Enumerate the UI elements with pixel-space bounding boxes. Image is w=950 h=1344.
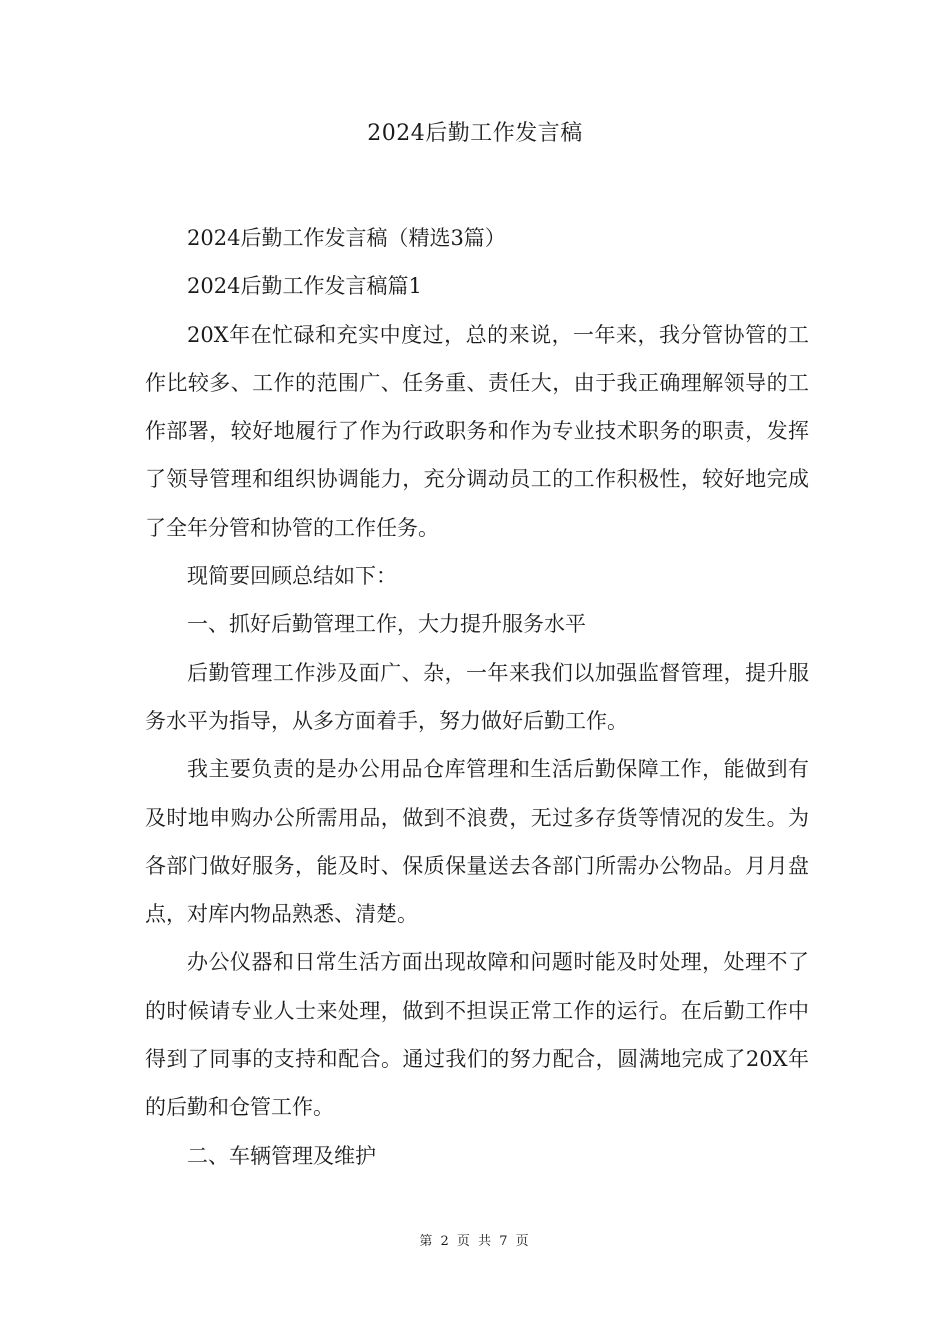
paragraph-section-heading: 2024后勤工作发言稿篇1 [187,274,422,299]
paragraph-subtitle: 2024后勤工作发言稿（精选3篇） [187,226,506,250]
paragraph-heading: 二、车辆管理及维护 [187,1143,376,1168]
page-footer: 第 2 页 共 7 页 [419,1234,531,1249]
paragraph: 现简要回顾总结如下： [187,564,397,589]
paragraph: 后勤管理工作涉及面广、杂，一年来我们以加强监督管理，提升服务水平为指导，从多方面着手，努力做好后勤工作。 [145,660,809,733]
document-title: 2024后勤工作发言稿 [367,121,583,146]
paragraph-heading: 一、抓好后勤管理工作，大力提升服务水平 [187,612,586,637]
paragraph: 我主要负责的是办公用品仓库管理和生活后勤保障工作，能做到有及时地申购办公所需用品，做到不浪费，无过多存货等情况的发生。为各部门做好服务，能及时、保质保量送去各部门所需办公物品。月月盘点，对库内物品熟悉、清楚。 [145,757,809,927]
paragraph: 20X年在忙碌和充实中度过，总的来说，一年来，我分管协管的工作比较多、工作的范围广、任务重、责任大，由于我正确理解领导的工作部署，较好地履行了作为行政职务和作为专业技术职务的职责，发挥了领导管理和组织协调能力，充分调动员工的工作积极性，较好地完成了全年分管和协管的工作任务。 [145,322,809,540]
paragraph: 办公仪器和日常生活方面出现故障和问题时能及时处理，处理不了的时候请专业人士来处理，做到不担误正常工作的运行。在后勤工作中得到了同事的支持和配合。通过我们的努力配合，圆满地完成了20X年的后勤和仓管工作。 [145,950,809,1120]
document-body [145,214,809,1180]
